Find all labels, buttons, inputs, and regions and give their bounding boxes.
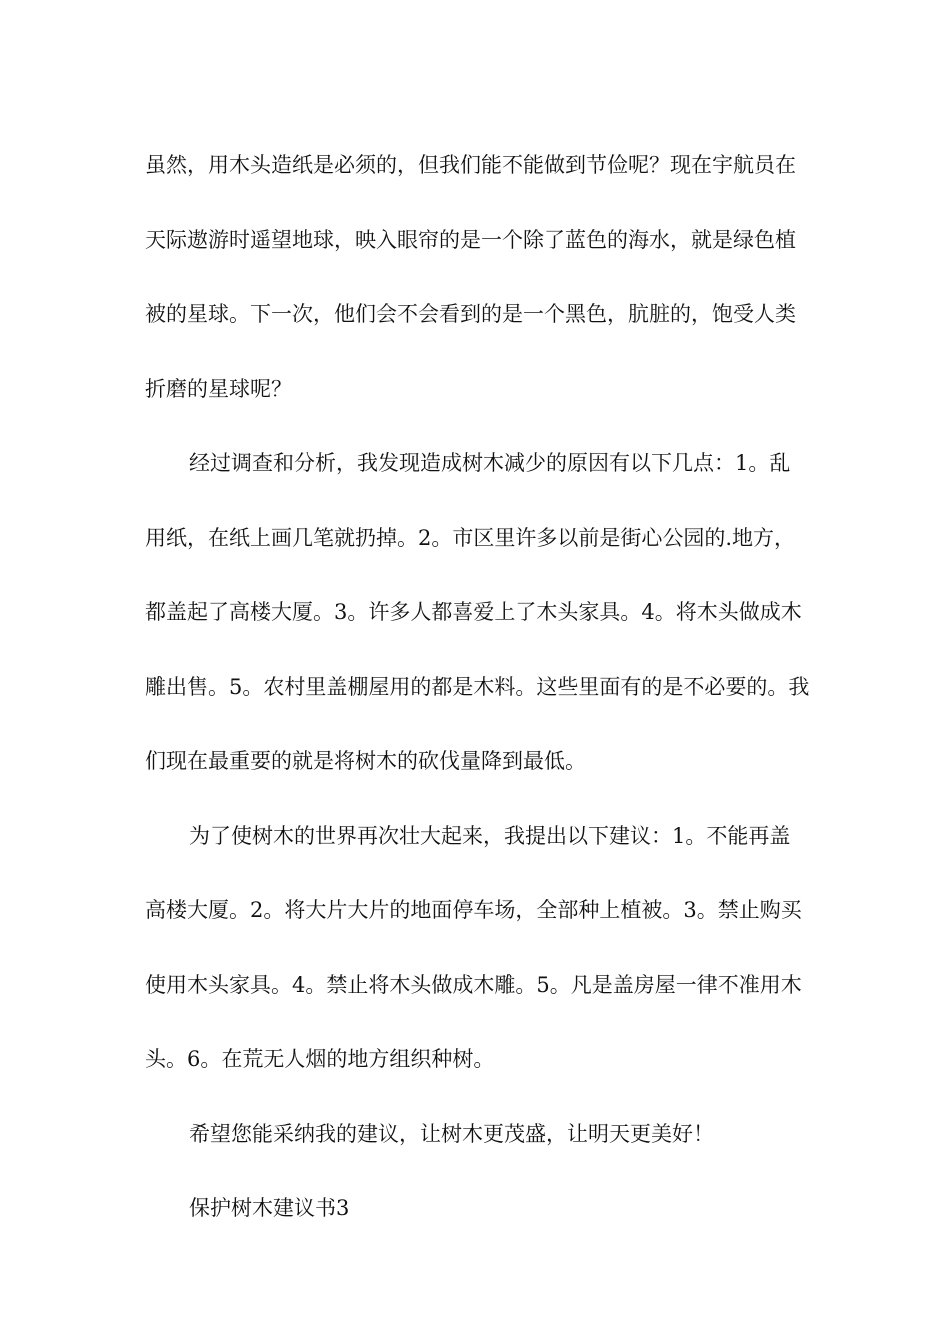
paragraph-closing: 希望您能采纳我的建议，让树木更茂盛，让明天更美好！ (189, 1121, 714, 1146)
document-body (145, 128, 810, 1246)
section-heading: 保护树木建议书3 (189, 1196, 350, 1220)
paragraph-suggestions: 为了使树木的世界再次壮大起来，我提出以下建议：1。不能再盖高楼大厦。2。将大片大片的地面停车场，全部种上植被。3。禁止购买使用木头家具。4。禁止将木头做成木雕。5。凡是盖房屋一律不准用木头。6。在荒无人烟的地方组织种树。 (145, 823, 802, 1071)
paragraph-wood-paper: 虽然，用木头造纸是必须的，但我们能不能做到节俭呢？现在宇航员在天际遨游时遥望地球，映入眼帘的是一个除了蓝色的海水，就是绿色植被的星球。下一次，他们会不会看到的是一个黑色，肮脏的，饱受人类折磨的星球呢？ (145, 153, 796, 401)
paragraph-causes: 经过调查和分析，我发现造成树木减少的原因有以下几点：1。乱用纸，在纸上画几笔就扔掉。2。市区里许多以前是街心公园的.地方，都盖起了高楼大厦。3。许多人都喜爱上了木头家具。4。将木头做成木雕出售。5。农村里盖棚屋用的都是木料。这些里面有的是不必要的。我们现在最重要的就是将树木的砍伐量降到最低。 (145, 451, 810, 773)
